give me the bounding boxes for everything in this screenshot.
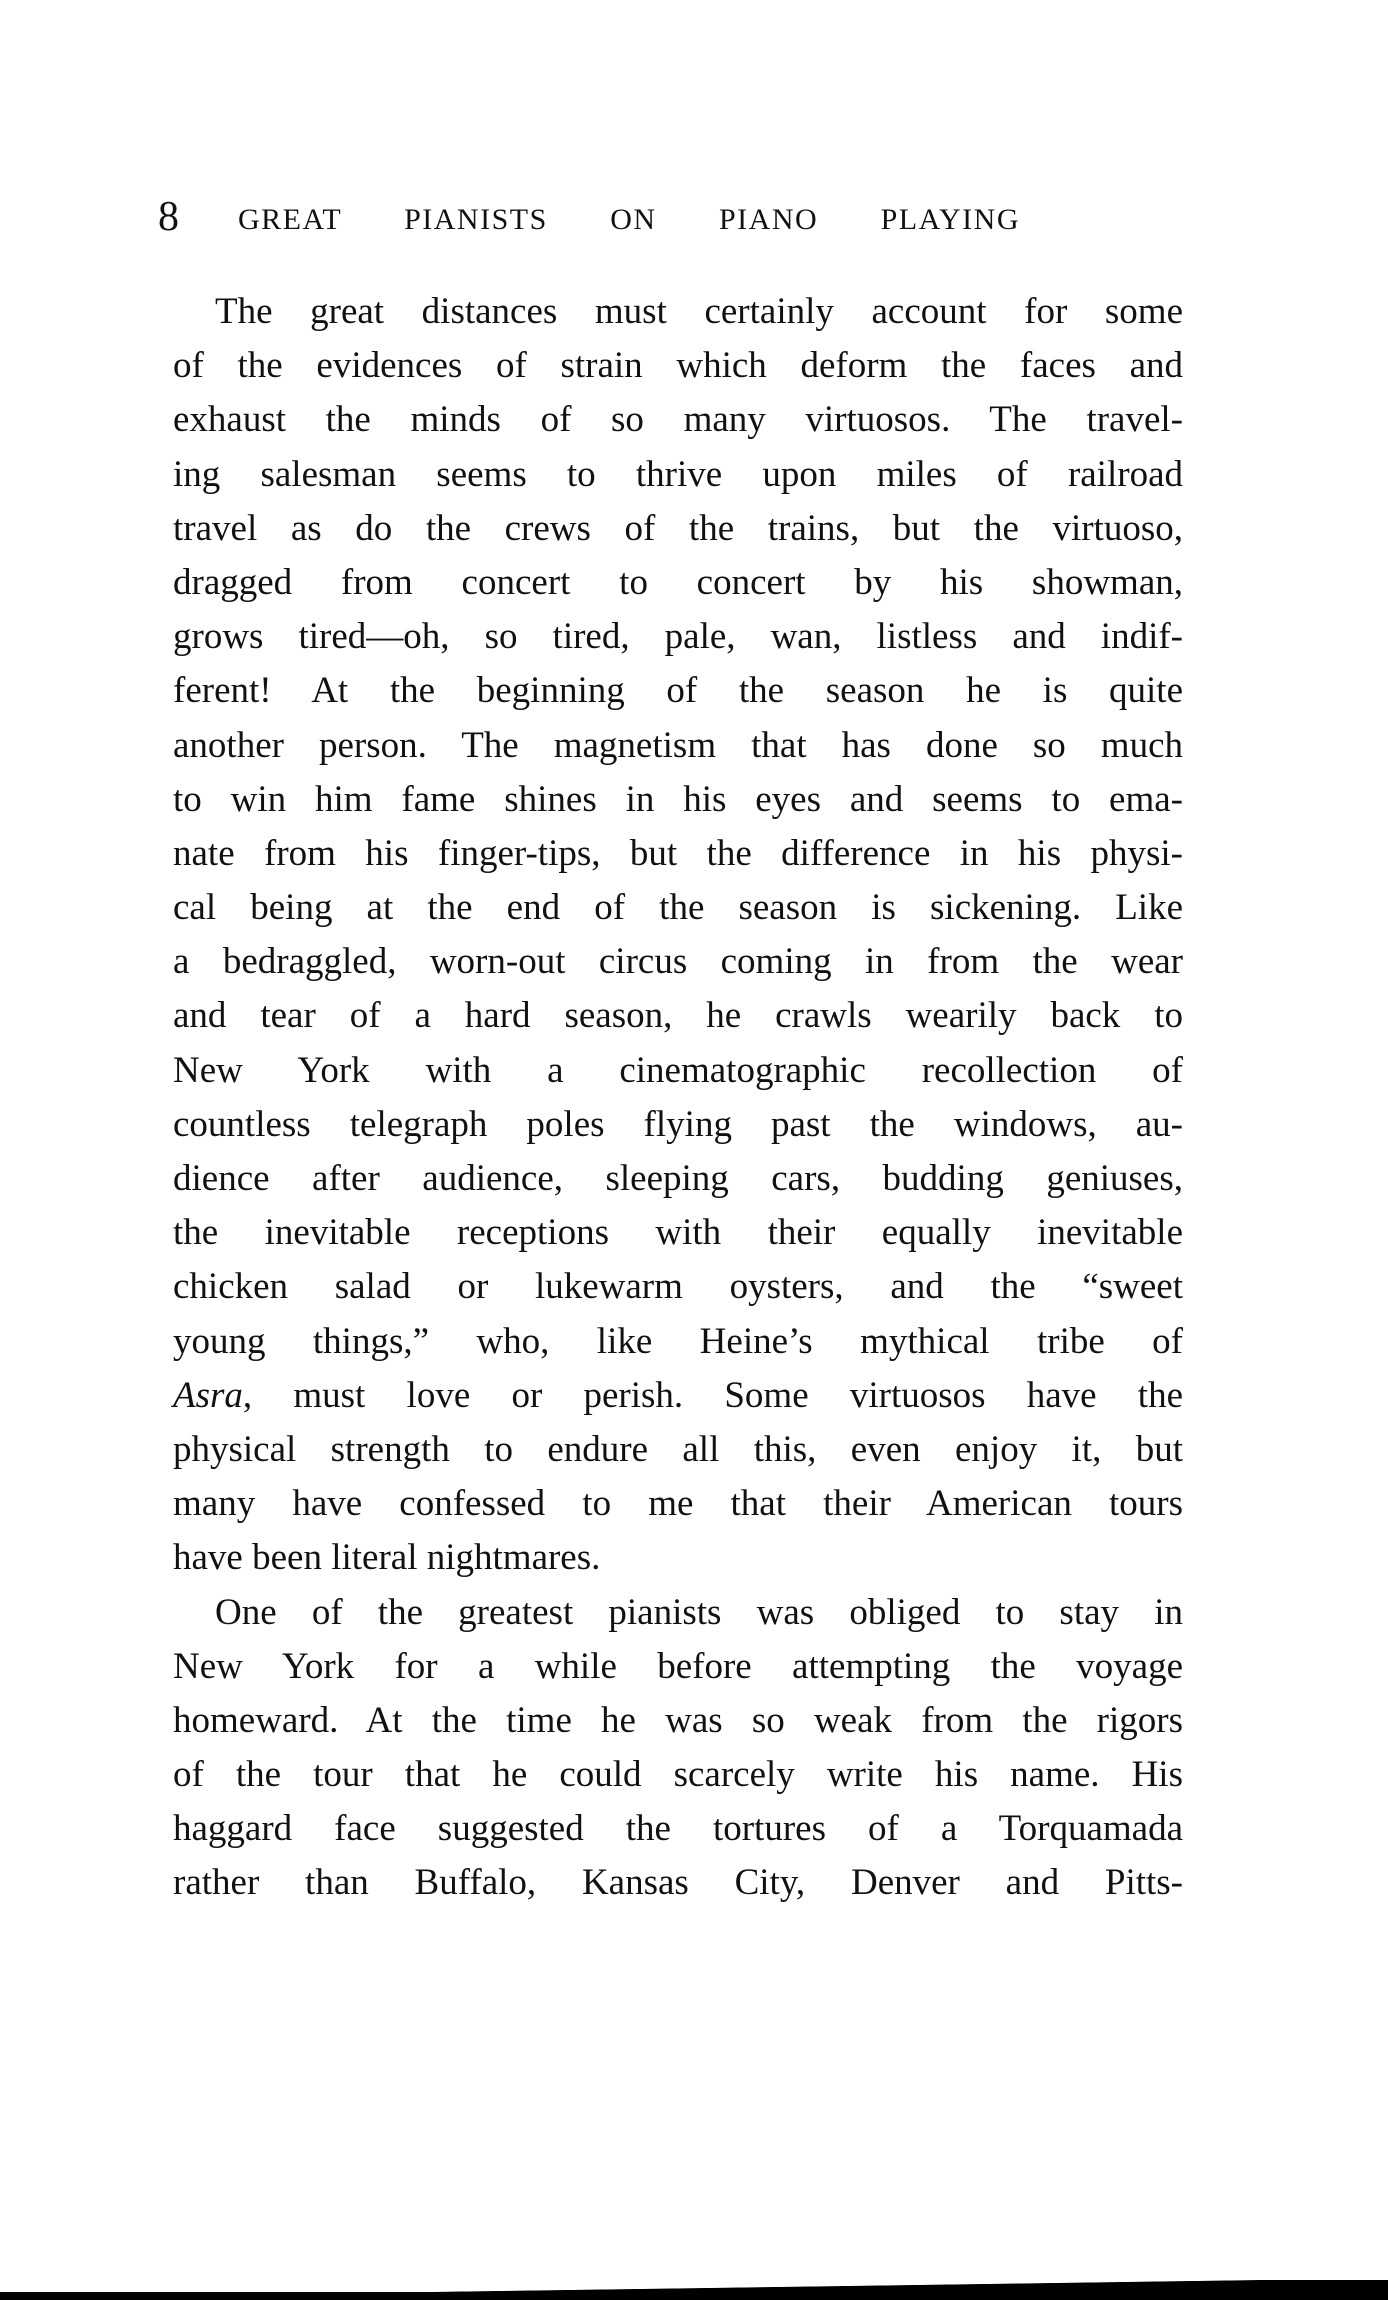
text-line: of the evidences of strain which deform the faces and: [173, 345, 1183, 387]
text-line: many have confessed to me that their American tours: [173, 1483, 1183, 1525]
text-line: travel as do the crews of the trains, but the virtuoso,: [173, 507, 1183, 549]
paragraph-1: [173, 285, 1183, 1586]
text-line: homeward. At the time he was so weak from the rigors: [173, 1699, 1183, 1741]
text-line: to win him fame shines in his eyes and seems to ema-: [173, 778, 1183, 820]
page-number: 8: [158, 194, 179, 240]
text-line: The great distances must certainly account for some: [215, 291, 1183, 332]
paragraph-2: [173, 1586, 1183, 1911]
text-line: dience after audience, sleeping cars, budding geniuses,: [173, 1158, 1183, 1199]
text-line: ing salesman seems to thrive upon miles of railroad: [173, 453, 1183, 495]
text-line: nate from his finger-tips, but the difference in his physi-: [173, 832, 1183, 874]
text-line: cal being at the end of the season is sickening. Like: [173, 887, 1183, 929]
text-segment: , must love or perish. Some virtuosos have the: [242, 1374, 1183, 1416]
text-line: One of the greatest pianists was obliged to stay in: [215, 1591, 1183, 1633]
text-line: another person. The magnetism that has done so much: [173, 724, 1183, 766]
text-line: of the tour that he could scarcely write his name. His: [173, 1754, 1183, 1796]
text-line: chicken salad or lukewarm oysters, and the “sweet: [173, 1266, 1183, 1308]
text-line: New York for a while before attempting the voyage: [173, 1645, 1183, 1687]
scan-edge-bar: [0, 2292, 1388, 2300]
text-line: young things,” who, like Heine’s mythical tribe of: [173, 1320, 1183, 1362]
text-line: have been literal nightmares.: [173, 1537, 601, 1579]
text-line: and tear of a hard season, he crawls wearily back to: [173, 995, 1183, 1037]
running-title: GREAT PIANISTS ON PIANO PLAYING: [238, 203, 1020, 236]
text-line: exhaust the minds of so many virtuosos. The travel-: [173, 399, 1183, 441]
text-line: physical strength to endure all this, even enjoy it, but: [173, 1428, 1183, 1470]
text-line: [173, 1369, 1183, 1423]
text-line: rather than Buffalo, Kansas City, Denver and Pitts-: [173, 1862, 1183, 1904]
body-text: [173, 285, 1183, 1911]
text-line: dragged from concert to concert by his showman,: [173, 561, 1183, 603]
text-line: a bedraggled, worn-out circus coming in from the wear: [173, 941, 1183, 983]
italic-word: Asra: [173, 1374, 243, 1416]
text-line: grows tired—oh, so tired, pale, wan, listless and indif-: [173, 616, 1183, 658]
text-line: New York with a cinematographic recollection of: [173, 1049, 1183, 1091]
text-line: countless telegraph poles flying past the windows, au-: [173, 1103, 1183, 1145]
text-line: haggard face suggested the tortures of a Torquamada: [173, 1808, 1183, 1850]
text-line: the inevitable receptions with their equally inevitable: [173, 1212, 1183, 1254]
text-line: ferent! At the beginning of the season he is quite: [173, 670, 1183, 712]
